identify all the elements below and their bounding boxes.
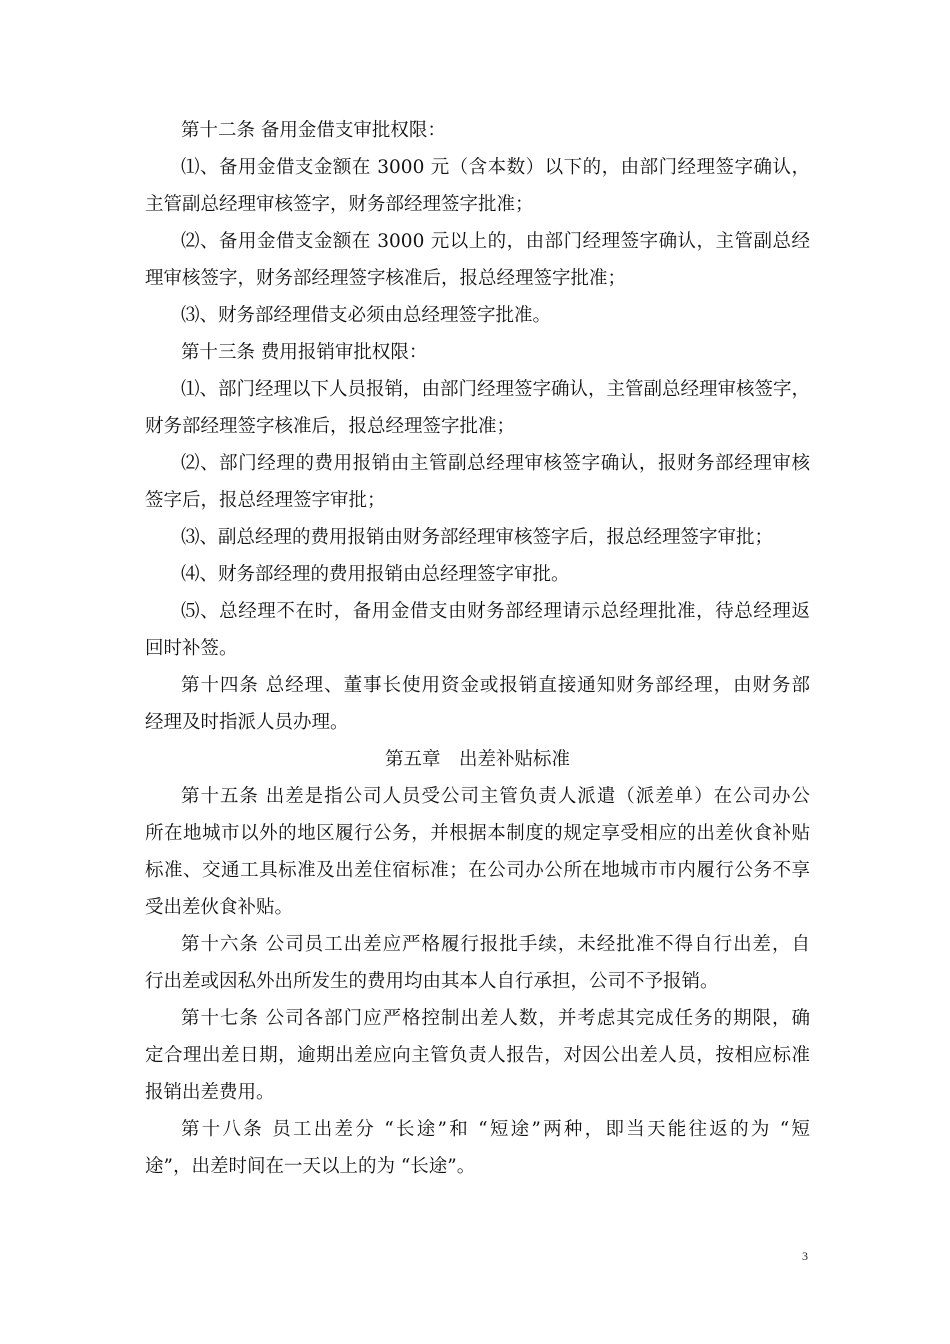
text-line: 受出差伙食补贴。 (145, 897, 294, 918)
text-line: ⑷、财务部经理的费用报销由总经理签字审批。 (181, 564, 570, 585)
text-line: 第十四条 总经理、董事长使用资金或报销直接通知财务部经理，由财务部 (181, 675, 810, 696)
text-line: 途”，出差时间在一天以上的为 “长途”。 (145, 1156, 476, 1177)
text-line: ⑴、部门经理以下人员报销，由部门经理签字确认，主管副总经理审核签字， (181, 379, 810, 400)
text-line: 第十七条 公司各部门应严格控制出差人数，并考虑其完成任务的期限，确 (181, 1008, 810, 1029)
text-line: 行出差或因私外出所发生的费用均由其本人自行承担，公司不予报销。 (145, 971, 719, 992)
text-line: 回时补签。 (145, 638, 238, 659)
text-line: ⑴、备用金借支金额在 3000 元（含本数）以下的，由部门经理签字确认， (181, 157, 810, 178)
text-line: 标准、交通工具标准及出差住宿标准；在公司办公所在地城市市内履行公务不享 (145, 860, 810, 881)
text-line: 财务部经理签字核准后，报总经理签字批准； (145, 416, 516, 437)
text-line: 理审核签字，财务部经理签字核准后，报总经理签字批准； (145, 268, 627, 289)
text-line: ⑵、部门经理的费用报销由主管副总经理审核签字确认，报财务部经理审核 (181, 453, 810, 474)
text-line: ⑶、财务部经理借支必须由总经理签字批准。 (181, 305, 552, 326)
text-line: 签字后，报总经理签字审批； (145, 490, 386, 511)
text-line: 主管副总经理审核签字，财务部经理签字批准； (145, 194, 534, 215)
text-line: ⑵、备用金借支金额在 3000 元以上的，由部门经理签字确认，主管副总经 (181, 231, 810, 252)
text-line: 第十六条 公司员工出差应严格履行报批手续，未经批准不得自行出差，自 (181, 934, 810, 955)
text-line: 第十三条 费用报销审批权限： (181, 342, 428, 363)
text-line: 第十二条 备用金借支审批权限： (181, 120, 446, 141)
text-line: ⑸、总经理不在时，备用金借支由财务部经理请示总经理批准，待总经理返 (181, 601, 810, 622)
text-line: ⑶、副总经理的费用报销由财务部经理审核签字后，报总经理签字审批； (181, 527, 774, 548)
chapter-heading: 第五章 出差补贴标准 (384, 749, 570, 770)
text-line: 第十八条 员工出差分 “长途”和 “短途”两种，即当天能往返的为 “短 (181, 1119, 810, 1140)
text-line: 经理及时指派人员办理。 (145, 712, 349, 733)
text-line: 定合理出差日期，逾期出差应向主管负责人报告，对因公出差人员，按相应标准 (145, 1045, 810, 1066)
text-line: 报销出差费用。 (145, 1082, 275, 1103)
page-number: 3 (802, 1249, 808, 1263)
text-line: 所在地城市以外的地区履行公务，并根据本制度的规定享受相应的出差伙食补贴 (145, 823, 810, 844)
text-line: 第十五条 出差是指公司人员受公司主管负责人派遣（派差单）在公司办公 (181, 786, 810, 807)
document-body (145, 112, 810, 1185)
